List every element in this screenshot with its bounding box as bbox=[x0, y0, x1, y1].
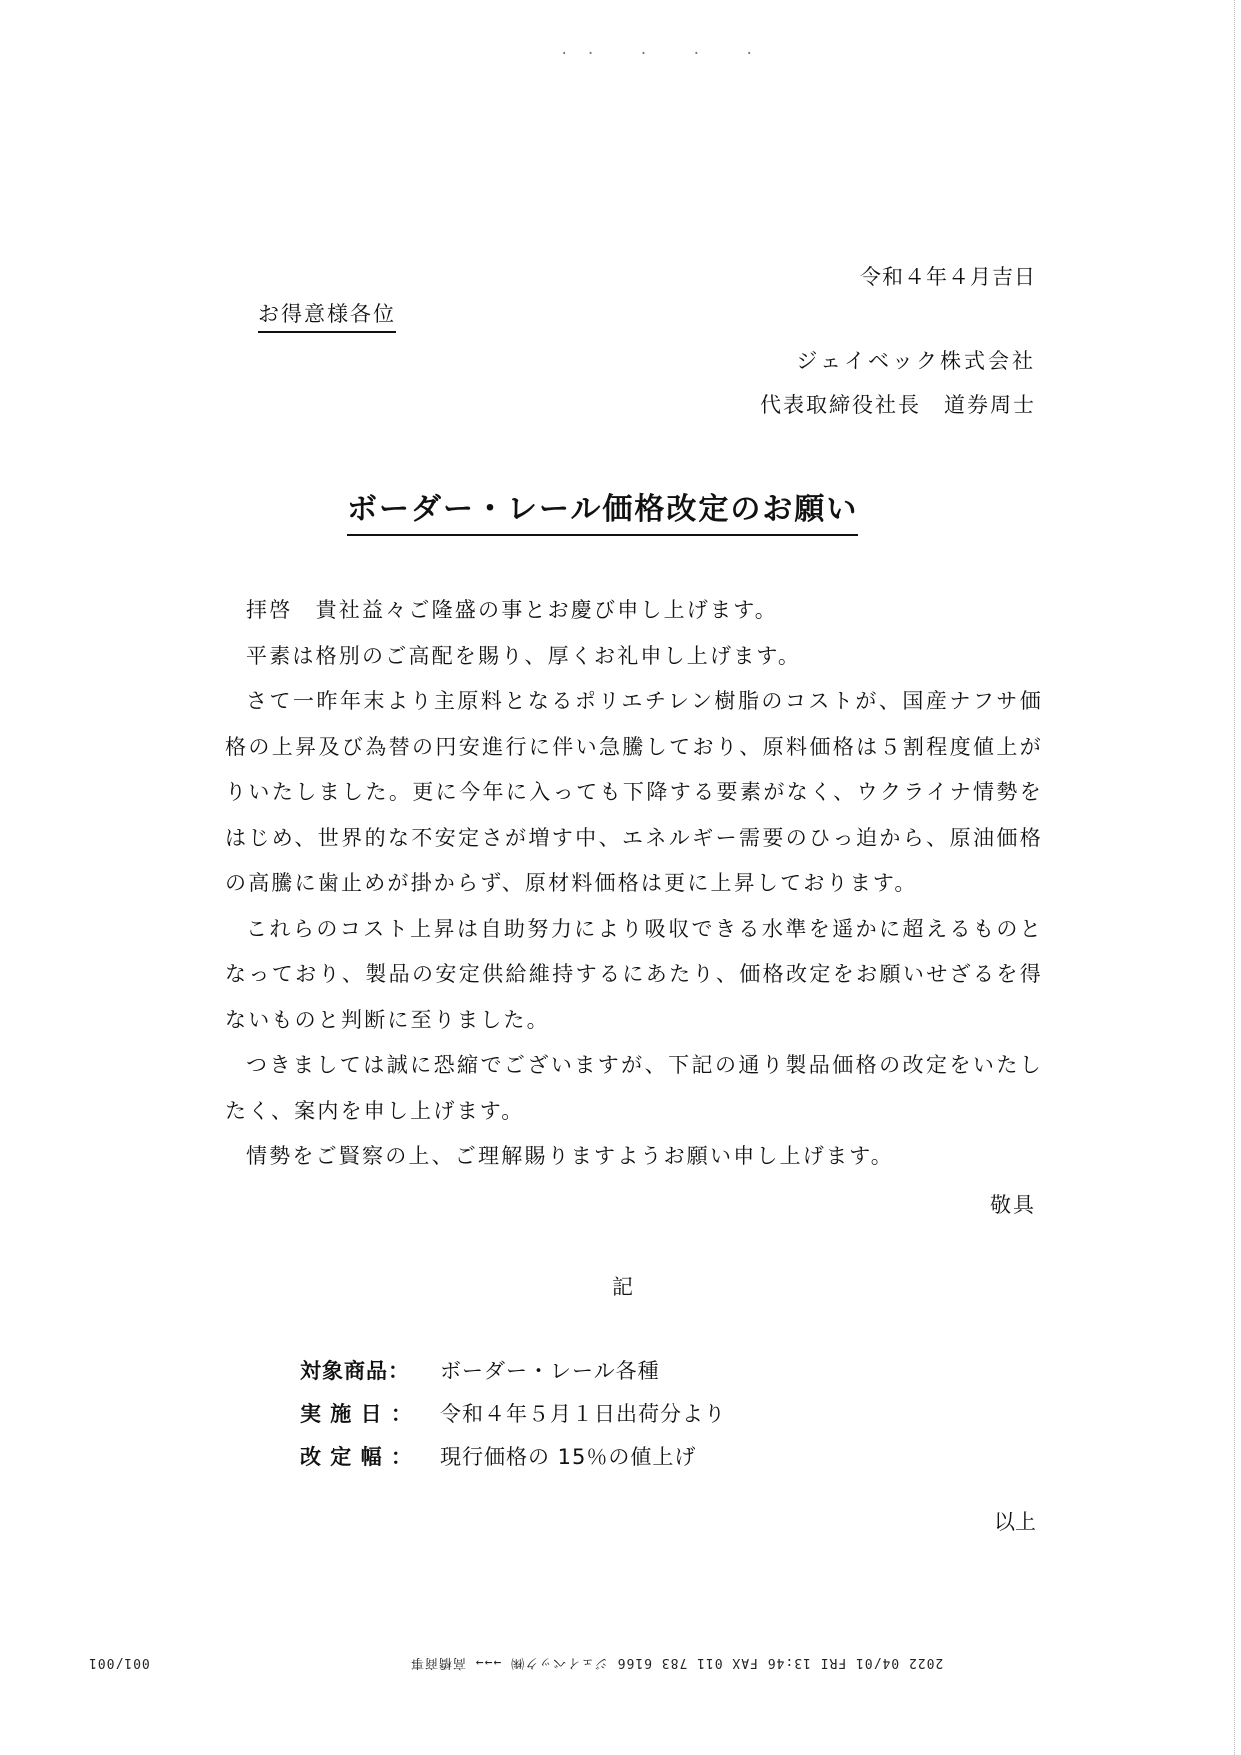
detail-value: ボーダー・レール各種 bbox=[440, 1359, 660, 1383]
issue-date: 令和４年４月吉日 bbox=[860, 265, 1036, 289]
details-list bbox=[300, 1356, 726, 1485]
detail-label: 実 施 日 ： bbox=[300, 1402, 413, 1426]
detail-label: 対象商品： bbox=[300, 1359, 410, 1383]
paragraph: さて一昨年末より主原料となるポリエチレン樹脂のコストが、国産ナフサ価格の上昇及び為替の円安進行に伴い急騰しており、原料価格は５割程度値上がりいたしました。更に今年に入っても下降する要素がなく、ウクライナ情勢をはじめ、世界的な不安定さが増す中、エネルギー需要のひっ迫から、原油価格の高騰に歯止めが掛からず、原材料価格は更に上昇しております。 bbox=[225, 689, 1043, 895]
paragraph: つきましては誠に恐縮でございますが、下記の通り製品価格の改定をいたしたく、案内を申し上げます。 bbox=[225, 1053, 1043, 1123]
closing-word: 敬具 bbox=[990, 1193, 1036, 1217]
detail-row bbox=[300, 1356, 726, 1399]
end-mark: 以上 bbox=[994, 1510, 1036, 1534]
scan-edge bbox=[1233, 0, 1235, 1755]
scan-artifact: .. . . . bbox=[560, 42, 772, 58]
document-title: ボーダー・レール価格改定のお願い bbox=[347, 484, 858, 536]
fax-page-count: 001/001 bbox=[88, 1655, 150, 1670]
company-name: ジェイベック株式会社 bbox=[796, 349, 1036, 373]
fax-header: 2022 04/01 FRI 13:46 FAX 011 783 6166 ジェイベック㈱ →→→ 高橋商事 bbox=[410, 1655, 944, 1670]
recipient: お得意様各位 bbox=[258, 298, 396, 333]
letter-body bbox=[225, 588, 1043, 1180]
paragraph: 情勢をご賢察の上、ご理解賜りますようお願い申し上げます。 bbox=[246, 1144, 894, 1168]
detail-value: 令和４年５月１日出荷分より bbox=[440, 1402, 726, 1426]
paragraph: 拝啓 貴社益々ご隆盛の事とお慶び申し上げます。 bbox=[246, 598, 778, 622]
detail-value: 現行価格の 15％の値上げ bbox=[440, 1445, 697, 1469]
notice-heading: 記 bbox=[612, 1275, 633, 1299]
detail-row bbox=[300, 1442, 726, 1485]
paragraph: これらのコスト上昇は自助努力により吸収できる水準を遥かに超えるものとなっており、製品の安定供給維持するにあたり、価格改定をお願いせざるを得ないものと判断に至りました。 bbox=[225, 916, 1043, 1032]
paragraph: 平素は格別のご高配を賜り、厚くお礼申し上げます。 bbox=[246, 643, 802, 668]
signer: 代表取締役社長 道券周士 bbox=[760, 393, 1036, 417]
detail-label: 改 定 幅 ： bbox=[300, 1445, 413, 1469]
detail-row bbox=[300, 1399, 726, 1442]
